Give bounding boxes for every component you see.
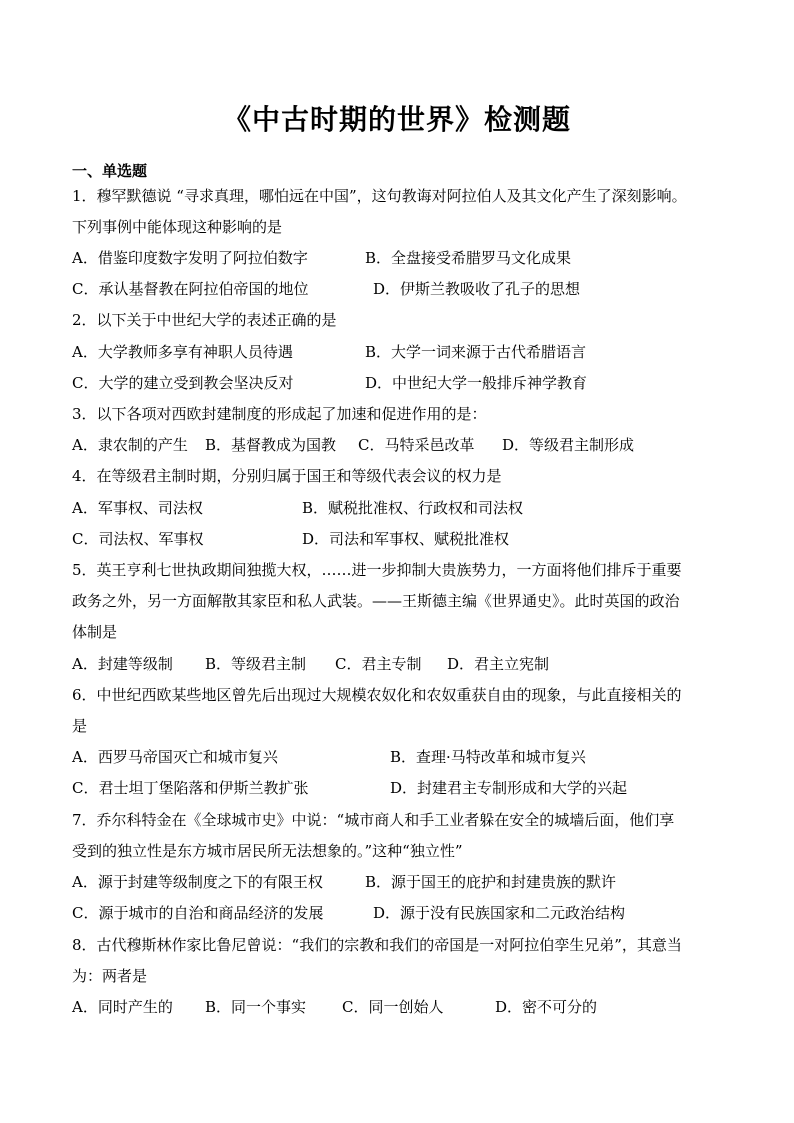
question-6-option-a: A．西罗马帝国灭亡和城市复兴 bbox=[72, 748, 278, 766]
question-4-option-d: D．司法和军事权、赋税批准权 bbox=[302, 530, 510, 548]
question-5-text-line-1: 5．英王亨利七世执政期间独揽大权，……进一步抑制大贵族势力，一方面将他们排斥于重要 bbox=[72, 561, 682, 579]
question-3-option-c: C．马特采邑改革 bbox=[358, 436, 475, 454]
question-8-option-a: A．同时产生的 bbox=[72, 998, 173, 1016]
question-4-text-line-1: 4．在等级君主制时期，分别归属于国王和等级代表会议的权力是 bbox=[72, 467, 502, 485]
question-7-option-b: B．源于国王的庇护和封建贵族的默许 bbox=[365, 873, 617, 891]
question-1-option-d: D．伊斯兰教吸收了孔子的思想 bbox=[373, 280, 581, 298]
section-heading: 一、单选题 bbox=[72, 162, 148, 180]
question-5-option-a: A．封建等级制 bbox=[72, 655, 173, 673]
question-6-option-c: C．君士坦丁堡陷落和伊斯兰教扩张 bbox=[72, 779, 309, 797]
question-7-option-a: A．源于封建等级制度之下的有限王权 bbox=[72, 873, 323, 891]
question-3-option-a: A．隶农制的产生 bbox=[72, 436, 188, 454]
question-2-option-c: C．大学的建立受到教会坚决反对 bbox=[72, 374, 294, 392]
question-5-option-d: D．君主立宪制 bbox=[447, 655, 550, 673]
question-4-option-b: B．赋税批准权、行政权和司法权 bbox=[302, 499, 524, 517]
question-2-text-line-1: 2．以下关于中世纪大学的表述正确的是 bbox=[72, 311, 337, 329]
question-7-option-d: D．源于没有民族国家和二元政治结构 bbox=[373, 904, 626, 922]
question-5-option-b: B．等级君主制 bbox=[205, 655, 307, 673]
question-6-text-line-2: 是 bbox=[72, 717, 88, 735]
question-3-option-b: B．基督教成为国教 bbox=[205, 436, 337, 454]
question-2-option-d: D．中世纪大学一般排斥神学教育 bbox=[365, 374, 588, 392]
question-7-text-line-2: 受到的独立性是东方城市居民所无法想象的。”这种“独立性” bbox=[72, 842, 463, 860]
document-title: 《中古时期的世界》检测题 bbox=[222, 103, 571, 136]
question-5-text-line-2: 政务之外，另一方面解散其家臣和私人武装。——王斯德主编《世界通史》。此时英国的政治 bbox=[72, 592, 680, 610]
question-5-text-line-3: 体制是 bbox=[72, 623, 118, 641]
question-8-text-line-1: 8．古代穆斯林作家比鲁尼曾说：“我们的宗教和我们的帝国是一对阿拉伯孪生兄弟”，其意当 bbox=[72, 936, 682, 954]
question-5-option-c: C．君主专制 bbox=[335, 655, 422, 673]
question-2-option-a: A．大学教师多享有神职人员待遇 bbox=[72, 343, 293, 361]
question-6-option-b: B．查理·马特改革和城市复兴 bbox=[390, 748, 586, 766]
question-6-text-line-1: 6．中世纪西欧某些地区曾先后出现过大规模农奴化和农奴重获自由的现象，与此直接相关的 bbox=[72, 686, 682, 704]
question-6-option-d: D．封建君主专制形成和大学的兴起 bbox=[390, 779, 628, 797]
question-3-option-d: D．等级君主制形成 bbox=[502, 436, 635, 454]
question-1-option-c: C．承认基督教在阿拉伯帝国的地位 bbox=[72, 280, 309, 298]
question-4-option-c: C．司法权、军事权 bbox=[72, 530, 204, 548]
question-1-text-line-1: 1．穆罕默德说 “寻求真理，哪怕远在中国”，这句教诲对阿拉伯人及其文化产生了深刻影响。 bbox=[72, 187, 687, 205]
question-4-option-a: A．军事权、司法权 bbox=[72, 499, 203, 517]
question-1-text-line-2: 下列事例中能体现这种影响的是 bbox=[72, 218, 283, 236]
question-3-text-line-1: 3．以下各项对西欧封建制度的形成起了加速和促进作用的是： bbox=[72, 405, 487, 423]
question-8-option-b: B．同一个事实 bbox=[205, 998, 307, 1016]
question-8-option-d: D．密不可分的 bbox=[495, 998, 598, 1016]
question-8-option-c: C．同一创始人 bbox=[342, 998, 444, 1016]
question-7-text-line-1: 7．乔尔科特金在《全球城市史》中说：“城市商人和手工业者躲在安全的城墙后面，他们享 bbox=[72, 811, 675, 829]
question-8-text-line-2: 为：两者是 bbox=[72, 967, 148, 985]
question-2-option-b: B．大学一词来源于古代希腊语言 bbox=[365, 343, 587, 361]
question-7-option-c: C．源于城市的自治和商品经济的发展 bbox=[72, 904, 324, 922]
question-1-option-a: A．借鉴印度数字发明了阿拉伯数字 bbox=[72, 249, 308, 267]
question-1-option-b: B．全盘接受希腊罗马文化成果 bbox=[365, 249, 572, 267]
